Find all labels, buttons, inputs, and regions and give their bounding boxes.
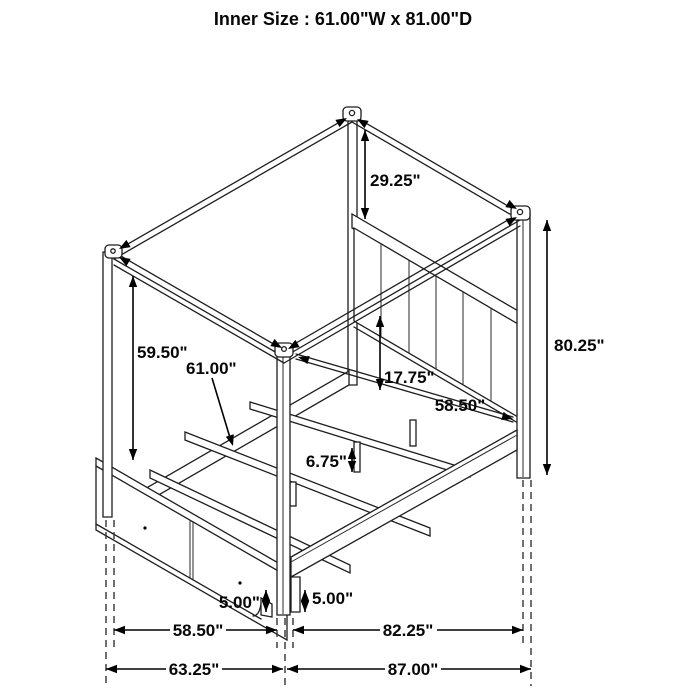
dim-post-above-headboard — [361, 130, 421, 219]
footboard — [96, 458, 287, 640]
post-front — [277, 350, 290, 615]
dim-label-siderail-foot-height: 5.00" — [312, 589, 354, 608]
dim-label-overall-height: 80.25" — [554, 336, 605, 355]
post-right — [517, 213, 530, 478]
dim-label-post-above-headboard: 29.25" — [370, 171, 421, 190]
dim-siderail-foot-height — [301, 589, 353, 612]
dim-label-footboard-foot-height: 5.00" — [218, 593, 260, 612]
dim-label-rail-height: 17.75" — [384, 368, 435, 387]
headboard — [352, 214, 520, 423]
dim-overall-height — [543, 220, 605, 475]
dim-label-slat-leg-height: 6.75" — [305, 452, 347, 471]
dim-label-bed-depth: 82.25" — [382, 621, 434, 640]
dim-bed-width — [114, 621, 277, 640]
dim-canopy-clearance — [129, 276, 188, 460]
dim-label-overall-width: 63.25" — [168, 660, 220, 679]
dim-label-canopy-clearance: 59.50" — [137, 343, 188, 362]
dim-bed-depth — [293, 621, 523, 640]
dim-slat-leg-height — [306, 448, 356, 472]
dim-label-inner-slat-width: 61.00" — [186, 359, 237, 378]
dim-label-headboard-rail-width: 58.50" — [434, 396, 486, 415]
dim-label-bed-width: 58.50" — [172, 621, 224, 640]
dim-overall-depth — [287, 660, 531, 679]
dim-inner-slat-width — [186, 359, 237, 447]
post-left — [103, 252, 112, 517]
dim-overall-width — [106, 660, 283, 679]
inner-size-title: Inner Size : 61.00"W x 81.00"D — [213, 9, 473, 29]
dim-label-overall-depth: 87.00" — [387, 660, 439, 679]
